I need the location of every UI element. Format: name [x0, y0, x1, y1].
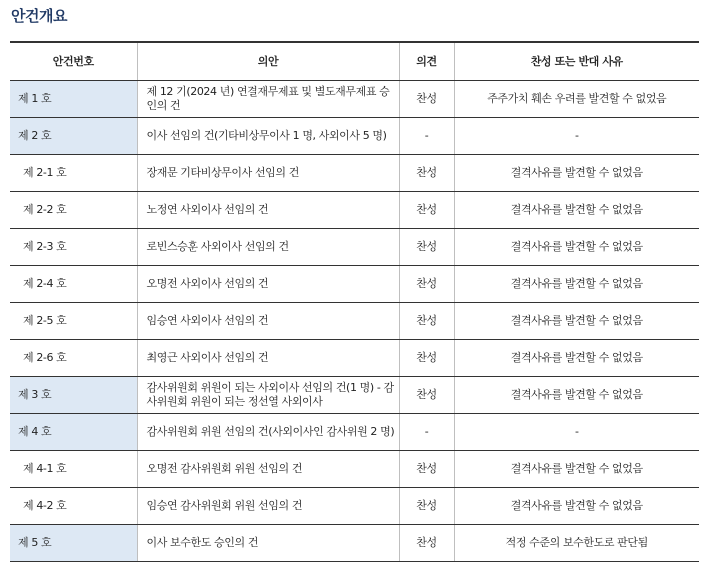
header-opinion: 의견: [399, 42, 454, 80]
agenda-number: 제 2-2 호: [10, 191, 137, 228]
agenda-number: 제 3 호: [10, 376, 137, 413]
agenda-number: 제 2-4 호: [10, 265, 137, 302]
agenda-proposal: 이사 선임의 건(기타비상무이사 1 명, 사외이사 5 명): [137, 117, 399, 154]
table-row: [10, 302, 699, 339]
table-row: [10, 191, 699, 228]
header-reason: 찬성 또는 반대 사유: [454, 42, 699, 80]
agenda-number: 제 2 호: [10, 117, 137, 154]
section-title: 안건개요: [11, 7, 67, 25]
agenda-reason: -: [454, 413, 699, 450]
agenda-opinion: 찬성: [399, 376, 454, 413]
agenda-proposal: 최영근 사외이사 선임의 건: [137, 339, 399, 376]
table-row: [10, 80, 699, 117]
agenda-reason: 결격사유를 발견할 수 없었음: [454, 450, 699, 487]
agenda-table: [10, 41, 699, 562]
agenda-reason: 결격사유를 발견할 수 없었음: [454, 487, 699, 524]
agenda-reason: 결격사유를 발견할 수 없었음: [454, 265, 699, 302]
agenda-reason: 주주가치 훼손 우려를 발견할 수 없었음: [454, 80, 699, 117]
agenda-opinion: 찬성: [399, 191, 454, 228]
agenda-reason: 결격사유를 발견할 수 없었음: [454, 376, 699, 413]
agenda-proposal: 노정연 사외이사 선임의 건: [137, 191, 399, 228]
agenda-opinion: -: [399, 413, 454, 450]
agenda-reason: 결격사유를 발견할 수 없었음: [454, 302, 699, 339]
agenda-opinion: 찬성: [399, 524, 454, 561]
agenda-number: 제 2-6 호: [10, 339, 137, 376]
agenda-opinion: 찬성: [399, 487, 454, 524]
agenda-opinion: 찬성: [399, 154, 454, 191]
agenda-opinion: -: [399, 117, 454, 154]
header-row: [10, 42, 699, 80]
agenda-number: 제 2-1 호: [10, 154, 137, 191]
table-body: [10, 80, 699, 561]
agenda-reason: 결격사유를 발견할 수 없었음: [454, 228, 699, 265]
agenda-number: 제 5 호: [10, 524, 137, 561]
table-row: [10, 339, 699, 376]
table-row: [10, 450, 699, 487]
agenda-proposal: 장재문 기타비상무이사 선임의 건: [137, 154, 399, 191]
agenda-opinion: 찬성: [399, 450, 454, 487]
agenda-number: 제 4-2 호: [10, 487, 137, 524]
agenda-opinion: 찬성: [399, 80, 454, 117]
agenda-number: 제 2-3 호: [10, 228, 137, 265]
table-row: [10, 265, 699, 302]
table-row: [10, 487, 699, 524]
agenda-proposal: 임승연 사외이사 선임의 건: [137, 302, 399, 339]
agenda-proposal: 감사위원회 위원이 되는 사외이사 선임의 건(1 명) - 감사위원회 위원이 되는 정선열 사외이사: [137, 376, 399, 413]
agenda-proposal: 이사 보수한도 승인의 건: [137, 524, 399, 561]
agenda-number: 제 4 호: [10, 413, 137, 450]
agenda-opinion: 찬성: [399, 265, 454, 302]
table-row: [10, 376, 699, 413]
agenda-opinion: 찬성: [399, 228, 454, 265]
table-row: [10, 117, 699, 154]
agenda-proposal: 오명전 사외이사 선임의 건: [137, 265, 399, 302]
agenda-opinion: 찬성: [399, 339, 454, 376]
table-header: [10, 42, 699, 80]
table-row: [10, 524, 699, 561]
agenda-proposal: 제 12 기(2024 년) 연결재무제표 및 별도재무제표 승인의 건: [137, 80, 399, 117]
header-proposal: 의안: [137, 42, 399, 80]
table-row: [10, 228, 699, 265]
agenda-proposal: 오명전 감사위원회 위원 선임의 건: [137, 450, 399, 487]
agenda-reason: 적정 수준의 보수한도로 판단됨: [454, 524, 699, 561]
agenda-opinion: 찬성: [399, 302, 454, 339]
agenda-reason: -: [454, 117, 699, 154]
agenda-number: 제 4-1 호: [10, 450, 137, 487]
agenda-number: 제 1 호: [10, 80, 137, 117]
agenda-reason: 결격사유를 발견할 수 없었음: [454, 154, 699, 191]
table-row: [10, 154, 699, 191]
agenda-proposal: 로빈스승훈 사외이사 선임의 건: [137, 228, 399, 265]
agenda-reason: 결격사유를 발견할 수 없었음: [454, 339, 699, 376]
agenda-number: 제 2-5 호: [10, 302, 137, 339]
table-row: [10, 413, 699, 450]
agenda-reason: 결격사유를 발견할 수 없었음: [454, 191, 699, 228]
agenda-proposal: 임승연 감사위원회 위원 선임의 건: [137, 487, 399, 524]
agenda-proposal: 감사위원회 위원 선임의 건(사외이사인 감사위원 2 명): [137, 413, 399, 450]
header-number: 안건번호: [10, 42, 137, 80]
